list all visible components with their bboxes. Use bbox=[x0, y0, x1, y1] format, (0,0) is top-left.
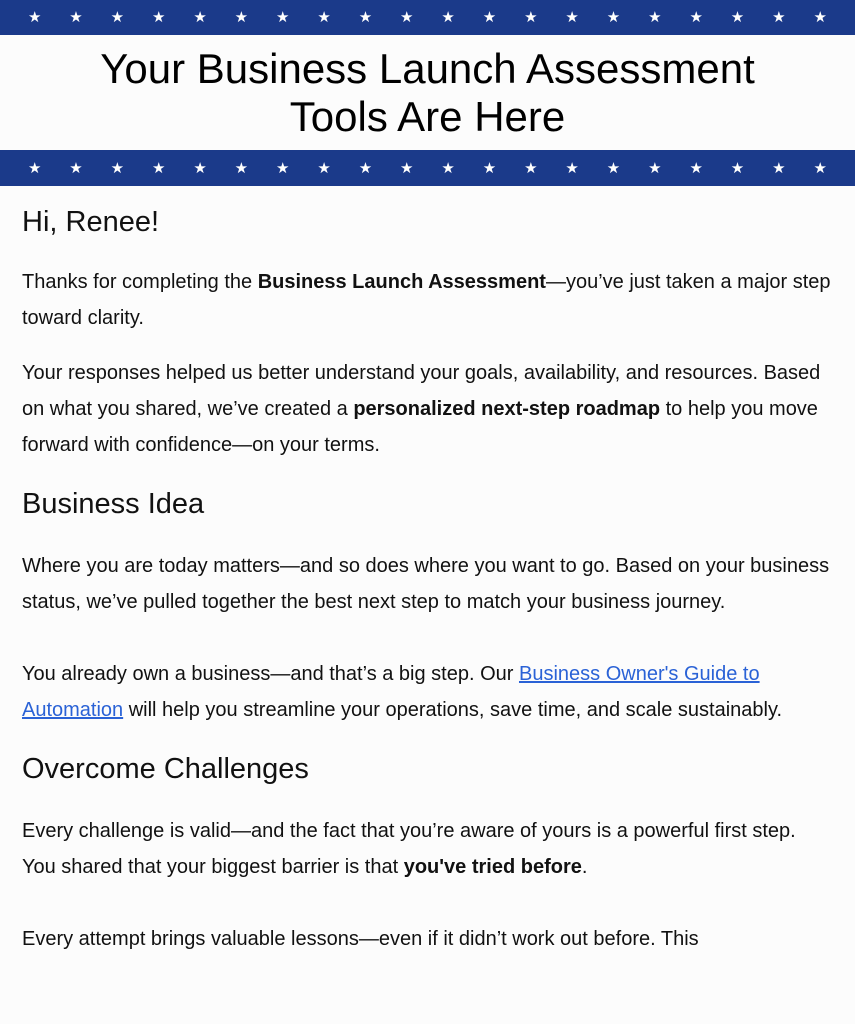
assessment-name: Business Launch Assessment bbox=[257, 271, 546, 293]
star-icon: ★ bbox=[358, 9, 373, 26]
star-icon: ★ bbox=[276, 159, 290, 177]
star-icon: ★ bbox=[110, 9, 125, 26]
business-idea-paragraph-1: Where you are today matters—and so does where you want to go. Based on your business status, we’ve pulled together the best next step to match your business journey. bbox=[22, 555, 830, 613]
star-icon: ★ bbox=[110, 159, 125, 177]
star-icon: ★ bbox=[813, 159, 827, 177]
star-icon: ★ bbox=[27, 159, 42, 177]
star-icon: ★ bbox=[524, 9, 538, 26]
star-icon: ★ bbox=[234, 159, 249, 177]
star-icon: ★ bbox=[400, 9, 414, 26]
greeting: Hi, Renee! bbox=[22, 206, 160, 238]
business-idea-paragraph-2 bbox=[22, 656, 833, 728]
star-icon: ★ bbox=[730, 9, 745, 26]
star-icon: ★ bbox=[69, 159, 83, 177]
automation-guide-link[interactable]: Business Owner's Guide to Automation bbox=[22, 663, 760, 721]
star-icon: ★ bbox=[565, 159, 579, 177]
intro-text: to help you move forward with confidence—on your terms. bbox=[22, 398, 818, 456]
star-icon: ★ bbox=[606, 159, 621, 177]
star-icon: ★ bbox=[730, 159, 745, 177]
star-icon: ★ bbox=[482, 159, 497, 177]
intro-text: Your responses helped us better understand your goals, availability, and resources. Based on what you shared, we’ve created a bbox=[22, 362, 821, 420]
star-icon: ★ bbox=[193, 9, 207, 26]
business-idea-text: You already own a business—and that’s a big step. Our bbox=[22, 663, 519, 685]
bottom-star-band bbox=[0, 150, 855, 186]
star-icon: ★ bbox=[565, 9, 579, 26]
barrier-emphasis: you've tried before bbox=[403, 856, 582, 878]
intro-paragraph-1 bbox=[22, 264, 833, 336]
top-star-band bbox=[0, 0, 855, 35]
challenges-heading: Overcome Challenges bbox=[22, 753, 309, 785]
star-icon: ★ bbox=[193, 159, 207, 177]
star-icon: ★ bbox=[234, 9, 249, 26]
star-icon: ★ bbox=[524, 159, 538, 177]
business-idea-text: will help you streamline your operations, save time, and scale sustainably. bbox=[123, 699, 783, 721]
star-icon: ★ bbox=[276, 9, 290, 26]
intro-text: —you’ve just taken a major step toward clarity. bbox=[22, 271, 831, 329]
star-icon: ★ bbox=[400, 159, 414, 177]
star-icon: ★ bbox=[689, 159, 703, 177]
page-title: Your Business Launch Assessment Tools Are Here bbox=[100, 44, 755, 140]
star-icon: ★ bbox=[606, 9, 621, 26]
roadmap-emphasis: personalized next-step roadmap bbox=[353, 398, 661, 420]
business-idea-heading: Business Idea bbox=[22, 488, 205, 520]
challenges-paragraph-2: Every attempt brings valuable lessons—even if it didn’t work out before. This bbox=[22, 928, 699, 950]
challenges-paragraph-1 bbox=[22, 813, 833, 885]
challenges-text: Every challenge is valid—and the fact that you’re aware of yours is a powerful first step. You shared that your biggest barrier is that bbox=[22, 820, 796, 878]
star-icon: ★ bbox=[689, 9, 703, 26]
star-icon: ★ bbox=[772, 9, 786, 26]
star-icon: ★ bbox=[358, 159, 373, 177]
intro-text: Thanks for completing the bbox=[22, 271, 258, 293]
star-icon: ★ bbox=[648, 9, 662, 26]
star-icon: ★ bbox=[648, 159, 662, 177]
star-icon: ★ bbox=[441, 159, 455, 177]
star-icon: ★ bbox=[69, 9, 83, 26]
star-icon: ★ bbox=[482, 9, 497, 26]
star-icon: ★ bbox=[151, 159, 166, 177]
star-icon: ★ bbox=[317, 159, 331, 177]
challenges-text: . bbox=[581, 856, 588, 878]
header bbox=[0, 35, 855, 150]
star-icon: ★ bbox=[317, 9, 331, 26]
star-icon: ★ bbox=[813, 9, 827, 26]
star-icon: ★ bbox=[441, 9, 455, 26]
intro-paragraph-2 bbox=[22, 355, 833, 463]
star-icon: ★ bbox=[27, 9, 42, 26]
star-icon: ★ bbox=[772, 159, 786, 177]
email-body bbox=[0, 204, 855, 957]
star-icon: ★ bbox=[151, 9, 166, 26]
